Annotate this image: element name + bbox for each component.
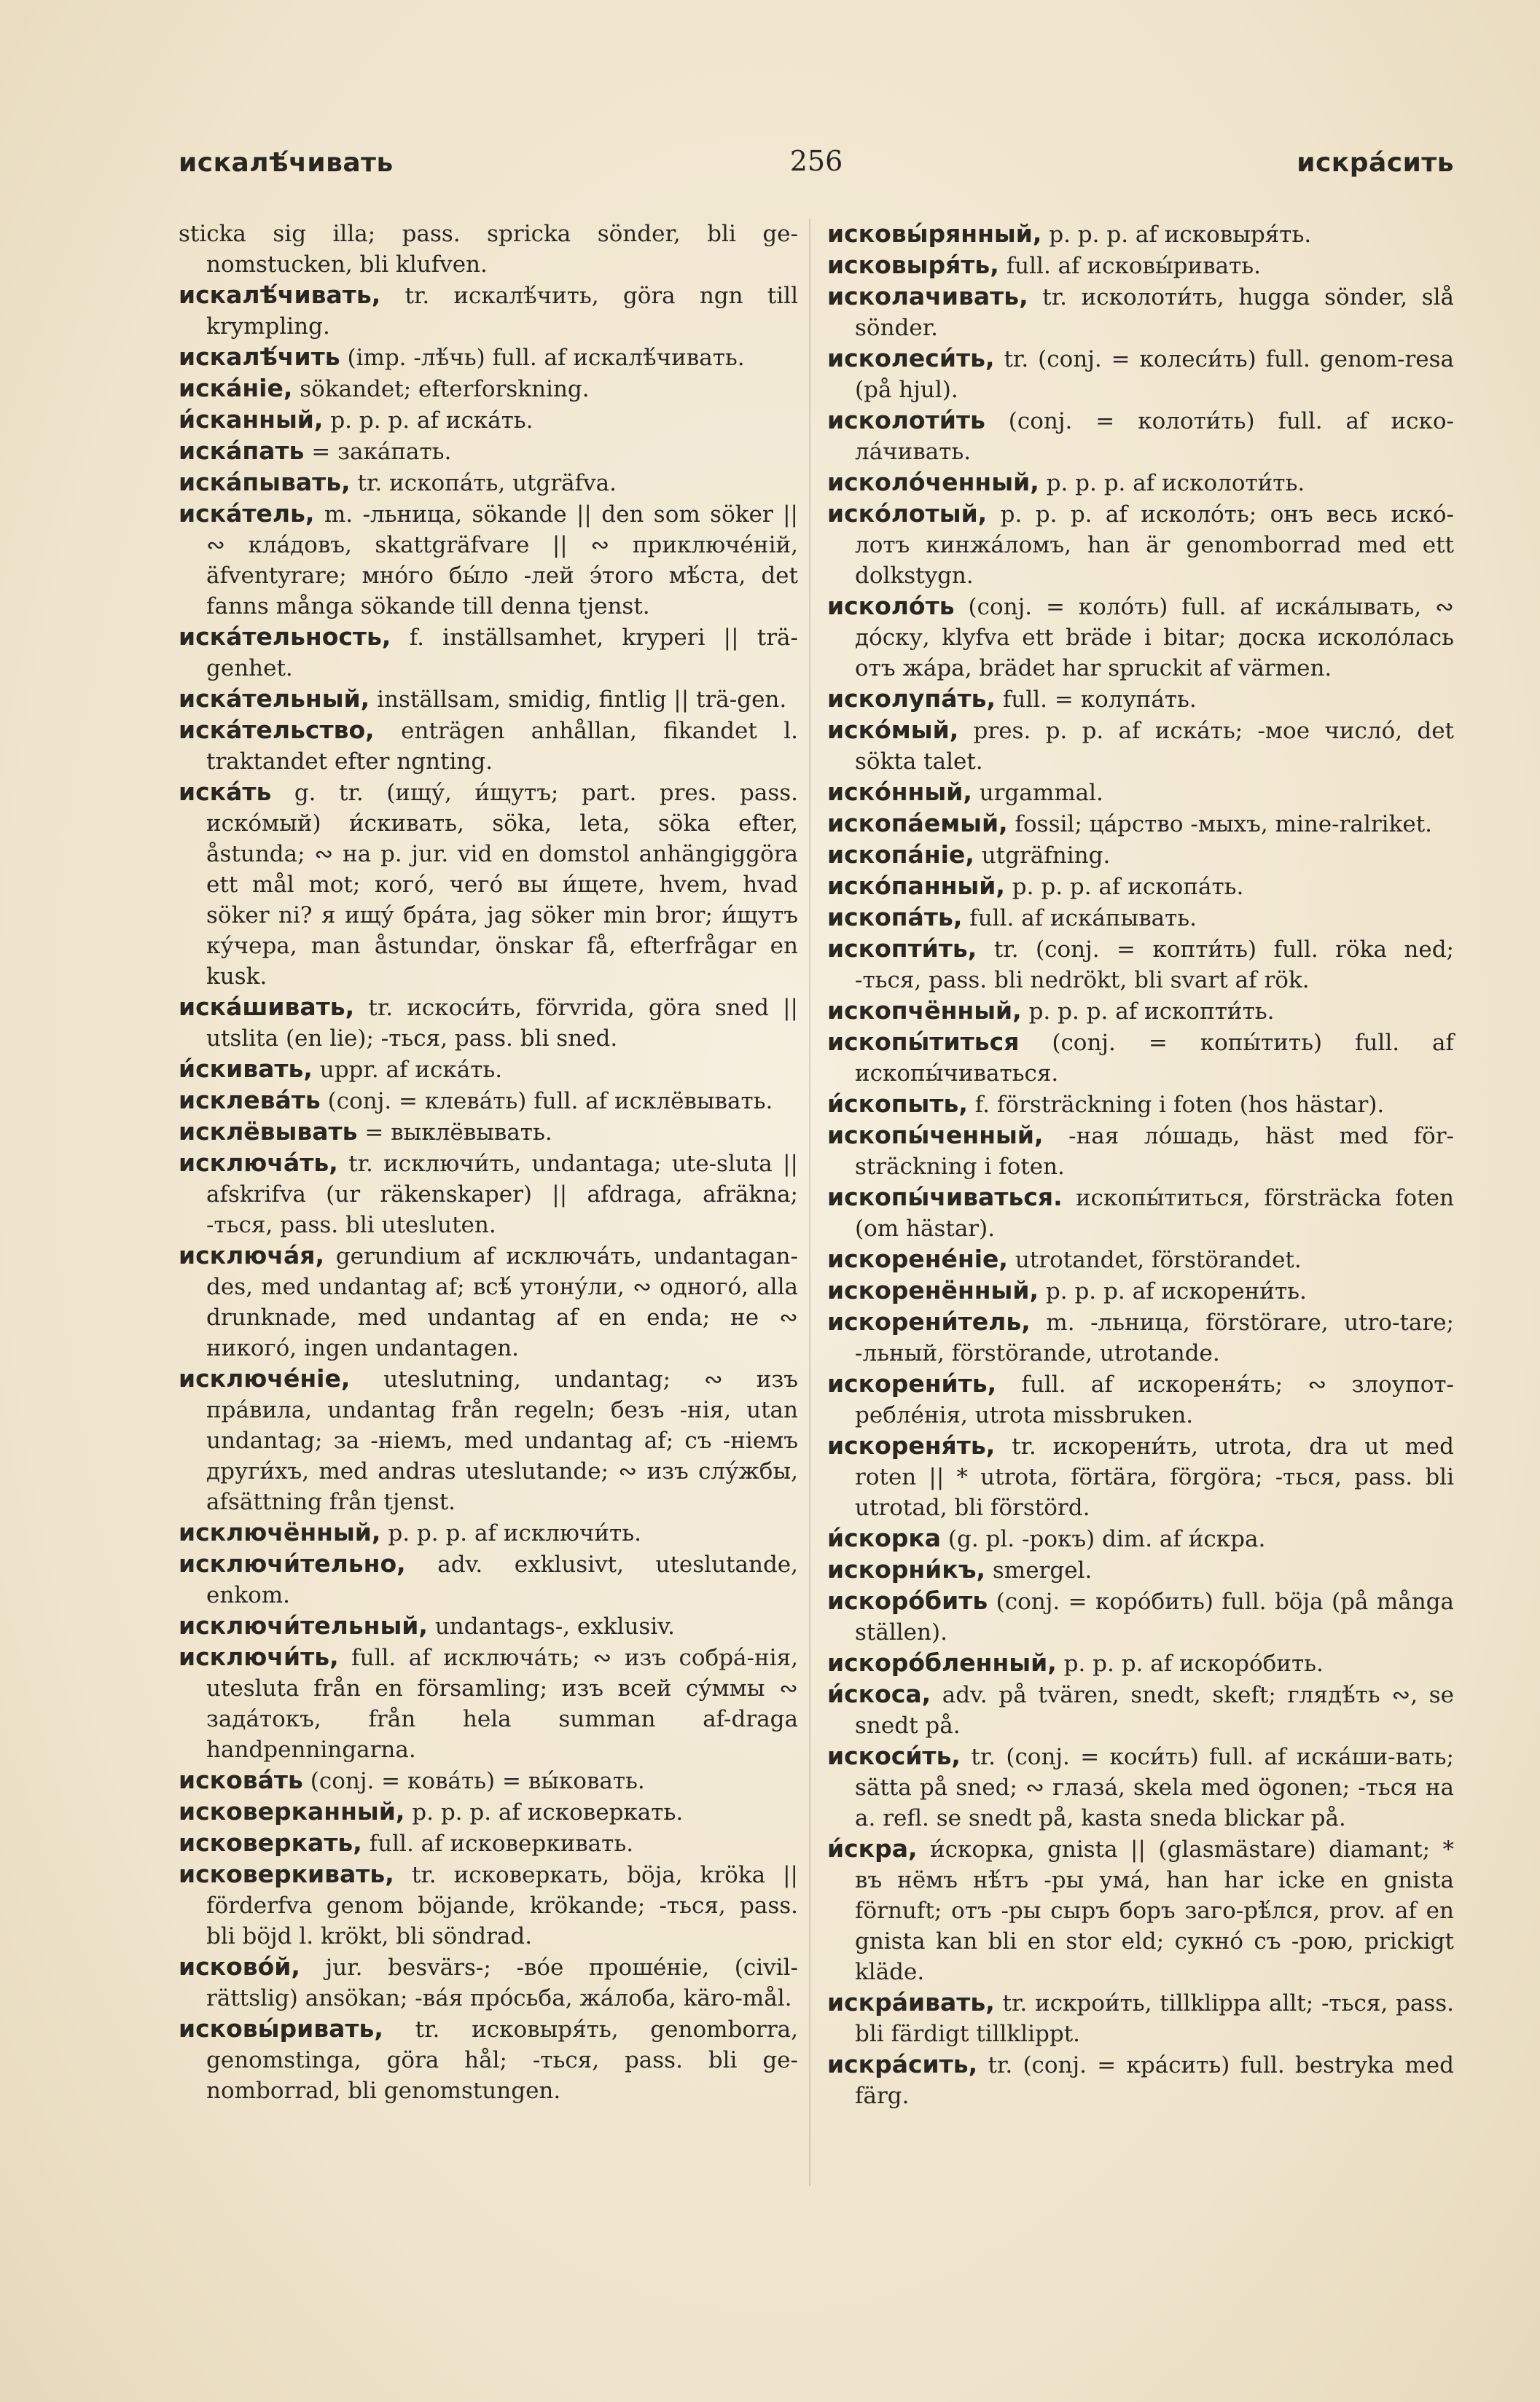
- entry-definition: (conj. = копы́тить) full. af ископы́чиваться.: [855, 1030, 1455, 1087]
- dictionary-entry: [827, 1679, 1454, 1741]
- entry-definition: (imp. -лѣ́чь) full. af искалѣ́чивать.: [347, 345, 745, 371]
- entry-headword: искореня́ть,: [827, 1431, 996, 1460]
- entry-definition: = зака́пать.: [311, 439, 452, 465]
- entry-definition: (conj. = коло́ть) full. af иска́лывать, ∾ до́ску, klyfva ett bräde i bitar; доска исколо́лась отъ жа́ра, brädet har spruckit af värmen.: [855, 594, 1455, 681]
- entry-headword: исклёвывать: [179, 1117, 358, 1146]
- dictionary-entry: [179, 1611, 798, 1642]
- entry-headword: искоренённый,: [827, 1276, 1039, 1304]
- right-column: [827, 219, 1454, 2111]
- entry-definition: full. af иска́пывать.: [969, 905, 1197, 931]
- dictionary-entry: [179, 219, 798, 280]
- entry-definition: utrotandet, förstörandet.: [1015, 1247, 1302, 1273]
- entry-definition: (g. pl. -рокъ) dim. af и́скра.: [947, 1526, 1266, 1552]
- entry-definition: -ная ло́шадь, häst med för-sträckning i foten.: [855, 1123, 1454, 1180]
- dictionary-entry: [827, 1275, 1454, 1307]
- dictionary-entry: [827, 777, 1454, 808]
- entry-headword: ископы́ченный,: [827, 1121, 1044, 1149]
- entry-headword: ископти́ть,: [827, 934, 977, 963]
- entry-definition: p. p. p. af ископа́ть.: [1012, 874, 1244, 900]
- dictionary-entry: [827, 1523, 1454, 1554]
- dictionary-entry: [827, 343, 1454, 405]
- entry-definition: inställsam, smidig, fintlig || trä-gen.: [377, 686, 787, 713]
- dictionary-entry: [179, 715, 798, 777]
- entry-headword: искорене́ніе,: [827, 1245, 1008, 1273]
- entry-headword: исковеркать,: [179, 1828, 362, 1857]
- entry-headword: исклева́ть: [179, 1086, 321, 1114]
- entry-definition: m. -льница, sökande || den som söker || ∾ кла́довъ, skattgräfvare || ∾ приключе́ній, äfventyrare; мно́го бы́ло -лей э́того мѣ́ста, det fanns många sökande till denna tjenst.: [206, 501, 798, 619]
- entry-headword: иско́мый,: [827, 716, 959, 744]
- entry-headword: искоро́бленный,: [827, 1648, 1057, 1677]
- entry-headword: исключи́тельный,: [179, 1611, 428, 1640]
- entry-headword: иска́ніе,: [179, 374, 293, 402]
- entry-headword: искова́ть: [179, 1766, 303, 1794]
- dictionary-entry: [179, 498, 798, 622]
- entry-definition: tr. (conj. = копти́ть) full. röka ned; -ться, pass. bli nedrökt, bli svart af rök.: [855, 936, 1455, 993]
- entry-definition: gerundium af исключа́ть, undantagan-des, med undantag af; всѣ́ утону́ли, ∾ одного́, alla drunknade, med undantag af en enda; не ∾ никого́, ingen undantagen.: [206, 1243, 798, 1361]
- entry-definition: jur. besvärs-; -во́е проше́ніе, (civil-rättslig) ansökan; -ва́я про́сьба, жа́лоба, käro-mål.: [206, 1955, 798, 2011]
- entry-definition: tr. исковеркать, böja, kröka || förderfva genom böjande, krökande; -ться, pass. bli böjd l. krökt, bli söndrad.: [206, 1862, 798, 1949]
- dictionary-entry: [827, 840, 1454, 871]
- column-divider: [809, 219, 810, 2186]
- entry-definition: undantags-, exklusiv.: [434, 1613, 675, 1640]
- dictionary-entry: [179, 373, 798, 404]
- dictionary-entry: [827, 405, 1454, 467]
- entry-definition: p. p. p. af иска́ть.: [330, 407, 533, 434]
- entry-definition: tr. (conj. = колеси́ть) full. genom-resa (på hjul).: [855, 346, 1454, 403]
- entry-definition: pres. p. p. af иска́ть; -мое число́, det sökta talet.: [855, 718, 1454, 775]
- entry-headword: и́скра,: [827, 1834, 918, 1863]
- entry-headword: ископчённый,: [827, 996, 1022, 1025]
- entry-definition: (conj. = коро́бить) full. böja (på många ställen).: [855, 1589, 1454, 1646]
- dictionary-entry: [827, 1182, 1454, 1244]
- dictionary-entry: [827, 250, 1454, 281]
- dictionary-entry: [827, 871, 1454, 902]
- entry-definition: smergel.: [992, 1557, 1093, 1584]
- entry-headword: иска́пать: [179, 437, 305, 465]
- entry-definition: tr. искрои́ть, tillklippa allt; -ться, pass. bli färdigt tillklippt.: [855, 1990, 1454, 2047]
- dictionary-entry: [179, 1054, 798, 1085]
- entry-definition: tr. исколоти́ть, hugga sönder, slå sönder.: [855, 284, 1454, 341]
- dictionary-entry: [179, 622, 798, 684]
- dictionary-entry: [827, 1369, 1454, 1431]
- dictionary-entry: [179, 1085, 798, 1116]
- dictionary-entry: [827, 281, 1454, 343]
- entry-headword: ископы́чиваться.: [827, 1183, 1063, 1211]
- entry-headword: иска́шивать,: [179, 993, 355, 1021]
- entry-headword: иска́пывать,: [179, 468, 351, 496]
- entry-definition: ископы́титься, försträcka foten (om hästar).: [855, 1185, 1454, 1242]
- entry-headword: иска́тельный,: [179, 684, 370, 713]
- entry-headword: исколоти́ть: [827, 406, 985, 434]
- entry-definition: adv. exklusivt, uteslutande, enkom.: [206, 1552, 799, 1608]
- entry-definition: full. af исключа́ть; ∾ изъ собра́-нія, utesluta från en församling; изъ всей су́ммы ∾ зада́токъ, från hela summan af-draga handpenningarna.: [206, 1645, 798, 1763]
- entry-definition: g. tr. (ищу́, и́щутъ; part. pres. pass. иско́мый) и́скивать, söka, leta, söka efter, åstunda; ∾ на p. jur. vid en domstol anhängiggöra ett mål mot; кого́, чего́ вы и́щете, hvem, hvad söker ni? я ищу́ бра́та, jag söker min bror; и́щутъ ку́чера, man åstundar, önskar få, efterfrågar en kusk.: [206, 780, 799, 990]
- entry-headword: исковы́рянный,: [827, 219, 1042, 248]
- entry-headword: исколачивать,: [827, 282, 1028, 310]
- header-left-guide-word: искалѣ́чивать: [179, 148, 394, 178]
- entry-definition: full. af исковеркивать.: [369, 1831, 634, 1857]
- entry-definition: enträgen anhållan, fikandet l. traktandet efter ngnting.: [206, 718, 798, 775]
- dictionary-entry: [827, 591, 1454, 684]
- dictionary-entry: [827, 1027, 1454, 1089]
- dictionary-entry: [827, 902, 1454, 934]
- dictionary-entry: [179, 1364, 798, 1517]
- dictionary-entry: [179, 1952, 798, 2014]
- entry-definition: tr. ископа́ть, utgräfva.: [357, 470, 617, 496]
- entry-definition: p. p. p. af исключи́ть.: [388, 1520, 641, 1546]
- dictionary-entry: [827, 2049, 1454, 2111]
- entry-headword: иско́панный,: [827, 872, 1005, 900]
- entry-headword: иско́лотый,: [827, 499, 988, 528]
- dictionary-entry: [827, 467, 1454, 498]
- entry-definition: tr. искоси́ть, förvrida, göra sned || utslita (en lie); -ться, pass. bli sned.: [206, 995, 799, 1052]
- entry-headword: искра́сить,: [827, 2050, 978, 2078]
- page-number: 256: [789, 145, 843, 177]
- dictionary-entry: [179, 992, 798, 1054]
- entry-definition: tr. исковыря́ть, genomborra, genomstinga, göra hål; -ться, pass. bli ge-nomborrad, bli genomstungen.: [206, 2016, 798, 2104]
- dictionary-entry: [827, 684, 1454, 715]
- entry-definition: (conj. = кова́ть) = вы́ковать.: [310, 1768, 645, 1794]
- entry-definition: p. p. p. af искорени́ть.: [1045, 1278, 1307, 1304]
- entry-headword: исковеркивать,: [179, 1860, 394, 1888]
- dictionary-entry: [827, 1244, 1454, 1275]
- entry-headword: и́скоса,: [827, 1680, 931, 1708]
- entry-definition: full. = колупа́ть.: [1002, 686, 1197, 713]
- entry-definition: (conj. = колоти́ть) full. af иско-ла́чивать.: [855, 408, 1454, 465]
- entry-definition: tr. (conj. = коси́ть) full. af иска́ши-вать; sätta på sned; ∾ глаза́, skela med ögonen; -ться на a. refl. se snedt på, kasta sneda blickar på.: [855, 1744, 1454, 1831]
- dictionary-entry: [827, 1648, 1454, 1679]
- dictionary-entry: [179, 436, 798, 467]
- entry-definition: m. -льница, förstörare, utro-tare; -льный, förstörande, utrotande.: [855, 1310, 1454, 1366]
- dictionary-entry: [179, 1642, 798, 1765]
- entry-headword: искоси́ть,: [827, 1742, 961, 1770]
- entry-definition: (conj. = клева́ть) full. af исклёвывать.: [327, 1088, 773, 1114]
- entry-headword: исково́й,: [179, 1952, 300, 1981]
- running-header: [179, 142, 1454, 186]
- entry-definition: sticka sig illa; pass. spricka sönder, bli ge-nomstucken, bli klufven.: [179, 221, 798, 278]
- entry-headword: ископы́титься: [827, 1028, 1020, 1056]
- dictionary-entry: [827, 1089, 1454, 1120]
- entry-definition: tr. искорени́ть, utrota, dra ut med roten || * utrota, förtära, förgöra; -ться, pass. bli utrotad, bli förstörd.: [855, 1433, 1454, 1521]
- entry-definition: p. p. p. af ископти́ть.: [1028, 998, 1275, 1025]
- entry-headword: искорни́къ,: [827, 1555, 986, 1584]
- entry-headword: исколо́ть: [827, 592, 955, 620]
- entry-headword: исколо́ченный,: [827, 468, 1039, 496]
- entry-headword: иска́ть: [179, 778, 272, 806]
- entry-definition: p. p. p. af исколо́ть; онъ весь иско́-лотъ кинжа́ломъ, han är genomborrad med ett dolkstygn.: [855, 501, 1454, 589]
- dictionary-entry: [827, 219, 1454, 250]
- dictionary-entry: [827, 1554, 1454, 1586]
- entry-definition: = выклёвывать.: [364, 1119, 552, 1146]
- entry-headword: искорени́ть,: [827, 1369, 997, 1398]
- entry-definition: sökandet; efterforskning.: [300, 376, 590, 402]
- dictionary-entry: [827, 715, 1454, 777]
- dictionary-entry: [179, 1148, 798, 1240]
- dictionary-entry: [179, 1859, 798, 1952]
- entry-definition: utgräfning.: [981, 842, 1111, 869]
- entry-headword: ископа́ть,: [827, 903, 963, 931]
- header-right-guide-word: искра́сить: [1297, 148, 1454, 178]
- dictionary-entry: [179, 404, 798, 436]
- dictionary-entry: [827, 1834, 1454, 1987]
- entry-definition: adv. på tvären, snedt, skeft; глядѣ́ть ∾, se snedt på.: [855, 1682, 1454, 1739]
- entry-definition: tr. исключи́ть, undantaga; ute-sluta || afskrifva (ur räkenskaper) || afdraga, afräkna; -ться, pass. bli utesluten.: [206, 1151, 798, 1238]
- dictionary-entry: [827, 1586, 1454, 1648]
- dictionary-entry: [827, 1120, 1454, 1182]
- entry-headword: иска́тель,: [179, 499, 315, 528]
- entry-definition: uteslutning, undantag; ∾ изъ пра́вила, undantag från regeln; безъ -нія, utan undantag; за -ніемъ, med undantag af; съ -ніемъ други́хъ, med andras uteslutande; ∾ изъ слу́жбы, afsättning från tjenst.: [206, 1366, 798, 1515]
- entry-headword: и́скивать,: [179, 1055, 313, 1083]
- entry-headword: исколупа́ть,: [827, 684, 996, 713]
- dictionary-entry: [179, 1549, 798, 1611]
- dictionary-entry: [179, 1828, 798, 1859]
- dictionary-entry: [179, 1116, 798, 1148]
- dictionary-entry: [179, 1240, 798, 1364]
- entry-headword: исключи́тельно,: [179, 1549, 406, 1578]
- dictionary-entry: [827, 1307, 1454, 1369]
- entry-definition: tr. (conj. = кра́сить) full. bestryka med färg.: [855, 2052, 1454, 2109]
- entry-headword: и́сканный,: [179, 405, 324, 434]
- entry-headword: и́скопыть,: [827, 1089, 968, 1118]
- entry-definition: tr. искалѣ́чить, göra ngn till krympling.: [206, 283, 798, 340]
- dictionary-entry: [179, 1765, 798, 1796]
- dictionary-entry: [179, 1796, 798, 1828]
- entry-headword: искорени́тель,: [827, 1307, 1031, 1336]
- dictionary-entry: [179, 1517, 798, 1549]
- entry-definition: и́скорка, gnista || (glasmästare) diamant; * въ нёмъ нѣ́тъ -ры ума́, han har icke en gnista förnuft; отъ -ры сыръ боръ заго-рѣ́лся, prov. af en gnista kan bli en stor eld; сукно́ съ -рою, prickigt kläde.: [855, 1836, 1454, 1985]
- entry-headword: исключи́ть,: [179, 1643, 339, 1671]
- entry-headword: исковерканный,: [179, 1797, 405, 1826]
- entry-headword: и́скорка: [827, 1524, 942, 1552]
- dictionary-entry: [179, 684, 798, 715]
- dictionary-entry: [179, 777, 798, 992]
- entry-headword: исключа́ть,: [179, 1149, 338, 1177]
- entry-definition: full. af искореня́ть; ∾ злоупот-ребле́нія, utrota missbruken.: [855, 1372, 1454, 1428]
- entry-definition: f. försträckning i foten (hos hästar).: [974, 1092, 1385, 1118]
- dictionary-entry: [827, 808, 1454, 840]
- entry-headword: ископа́ніе,: [827, 840, 974, 869]
- dictionary-entry: [179, 2014, 798, 2106]
- entry-headword: исковы́ривать,: [179, 2014, 383, 2043]
- entry-definition: f. inställsamhet, kryperi || trä-genhet.: [206, 625, 798, 681]
- entry-headword: исключённый,: [179, 1518, 381, 1546]
- dictionary-entry: [179, 467, 798, 498]
- dictionary-entry: [827, 1987, 1454, 2049]
- dictionary-entry: [827, 1741, 1454, 1834]
- entry-headword: исключе́ніе,: [179, 1364, 351, 1393]
- entry-headword: искалѣ́чивать,: [179, 281, 381, 309]
- entry-definition: uppr. af иска́ть.: [319, 1057, 503, 1083]
- dictionary-entry: [179, 280, 798, 342]
- dictionary-entry: [827, 1431, 1454, 1523]
- entry-headword: ископа́емый,: [827, 809, 1008, 837]
- entry-definition: full. af исковы́ривать.: [1006, 253, 1261, 279]
- dictionary-entry: [827, 934, 1454, 995]
- entry-definition: p. p. p. af искоро́бить.: [1063, 1651, 1324, 1677]
- entry-definition: p. p. p. af исковыря́ть.: [1049, 222, 1312, 248]
- entry-definition: p. p. p. af исколоти́ть.: [1046, 470, 1305, 496]
- entry-headword: исковыря́ть,: [827, 251, 999, 279]
- entry-headword: иска́тельность,: [179, 622, 391, 651]
- left-column: [179, 219, 798, 2106]
- entry-headword: искалѣ́чить: [179, 343, 340, 371]
- entry-headword: иско́нный,: [827, 778, 972, 806]
- entry-definition: p. p. p. af исковеркать.: [412, 1799, 684, 1826]
- dictionary-entry: [827, 995, 1454, 1027]
- entry-headword: исключа́я,: [179, 1241, 324, 1270]
- entry-definition: urgammal.: [979, 780, 1103, 806]
- dictionary-entry: [179, 342, 798, 373]
- entry-headword: иска́тельство,: [179, 716, 375, 744]
- entry-headword: искра́ивать,: [827, 1988, 995, 2016]
- entry-headword: искоро́бить: [827, 1587, 988, 1615]
- entry-definition: fossil; ца́рство -мыхъ, mine-ralriket.: [1015, 811, 1433, 837]
- entry-headword: исколеси́ть,: [827, 344, 995, 372]
- dictionary-entry: [827, 498, 1454, 591]
